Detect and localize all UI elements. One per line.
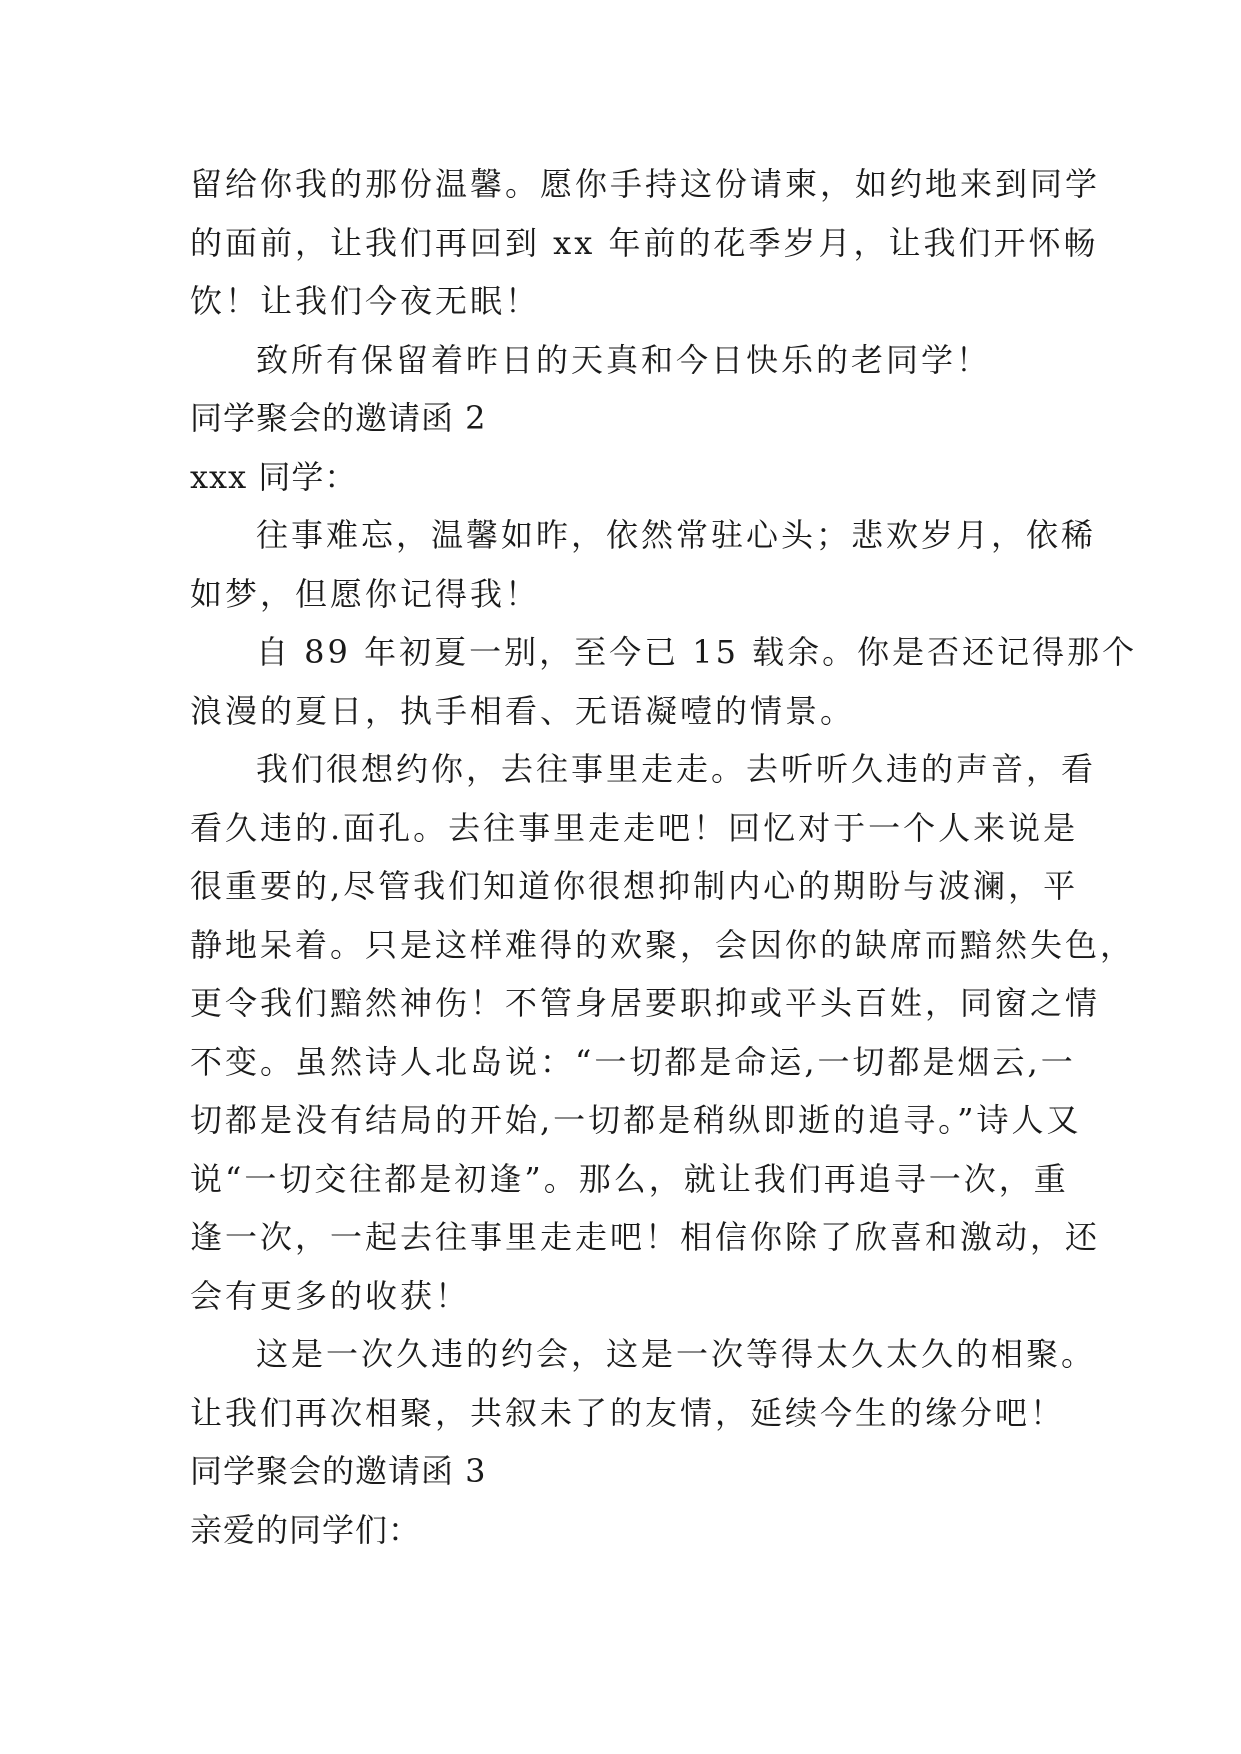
text-line: 的面前，让我们再回到 xx 年前的花季岁月，让我们开怀畅 [190, 223, 1099, 262]
text-line: 这是一次久违的约会，这是一次等得太久太久的相聚。 [256, 1335, 1097, 1373]
letter-3-title: 同学聚会的邀请函 3 [190, 1452, 487, 1490]
text-line: 逢一次，一起去往事里走走吧！相信你除了欣喜和激动，还 [190, 1218, 1101, 1256]
text-line: 会有更多的收获！ [190, 1276, 471, 1315]
text-line: 留给你我的那份温馨。愿你手持这份请柬，如约地来到同学 [190, 165, 1101, 203]
text-line: 说“一切交往都是初逢”。那么，就让我们再追寻一次，重 [190, 1159, 1069, 1198]
text-line: 浪漫的夏日，执手相看、无语凝噎的情景。 [190, 691, 856, 730]
letter-3-salutation: 亲爱的同学们： [190, 1510, 422, 1549]
letter-2-salutation: xxx 同学： [190, 457, 358, 496]
text-line: 如梦，但愿你记得我！ [190, 574, 541, 613]
text-line: 更令我们黯然神伤！不管身居要职抑或平头百姓，同窗之情 [190, 984, 1101, 1022]
text-line: 很重要的,尽管我们知道你很想抑制内心的期盼与波澜，平 [190, 867, 1079, 905]
text-line: 切都是没有结局的开始,一切都是稍纵即逝的追寻。”诗人又 [190, 1101, 1082, 1139]
text-line: 饮！让我们今夜无眠！ [190, 282, 541, 320]
text-line: 让我们再次相聚，共叙未了的友情，延续今生的缘分吧！ [190, 1393, 1066, 1432]
text-line: 自 89 年初夏一别，至今已 15 载余。你是否还记得那个 [256, 633, 1138, 671]
document-body [190, 155, 1138, 1559]
closing-line: 致所有保留着昨日的天真和今日快乐的老同学！ [256, 340, 992, 379]
text-line: 往事难忘，温馨如昨，依然常驻心头；悲欢岁月，依稀 [256, 516, 1097, 554]
text-line: 静地呆着。只是这样难得的欢聚，会因你的缺席而黯然失色， [190, 925, 1136, 964]
text-line: 看久违的.面孔。去往事里走走吧！回忆对于一个人来说是 [190, 808, 1079, 847]
text-line: 不变。虽然诗人北岛说：“一切都是命运,一切都是烟云,一 [190, 1042, 1076, 1081]
text-line: 我们很想约你，去往事里走走。去听听久违的声音，看 [256, 750, 1097, 788]
letter-2-title: 同学聚会的邀请函 2 [190, 399, 487, 437]
